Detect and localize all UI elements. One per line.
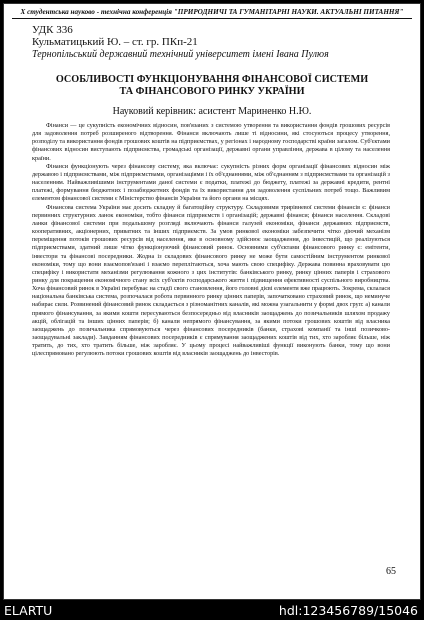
article-title-line-2: ТА ФІНАНСОВОГО РИНКУ УКРАЇНИ (119, 86, 305, 97)
paragraph-3: Фінансова система України має досить складну й багатоційну структуру. Складовими трирівневої системи фінансів є: фінанси первинних структурних ланок економіки, тобто фінанси підприємств і організацій; державні фінанси; фінанси населення. Складові ланки фінансової системи при подальшому розгляді включають фінанси галузей економіки, фінанси державних підприємств, кооперативних, акціонерних, приватних та інших підприємств. За умов ринкової економіки забезпечити чітко діючий механізм переміщення потоків грошових ресурсів від населення, яке в основному здійснює заощадження, до інвестицій, що реалізуються підприємствами, здатний лише чітко функціонуючий фінансовий ринок. Основними суб'єктами фінансового ринку є: емітенти, інвестори та фінансові посередники. Жодна із складових фінансового ринку не може бути самостійним інструментом ринкової економіки, тому що вони взаємопов'язані і взаємо переплітаються, хоча мають свою специфіку. Держава повинна враховувати цю специфіку і використати механізми регулювання кожного з цих інститутів: банківського ринку, ринку цінних паперів і страхового ринку для покращення економічного стану всіх суб'єктів господарського життя і підвищення ефективності суспільного виробництва. Хоча фінансовий ринок в Україні перебуває на стадії свого становлення, його головні дієві елементи вже працюють. Зокрема, склалася національна банківська система, розпочалася робота первинного ринку цінних паперів, започатковано страховий ринок, що неминуче набирає сили. Розвинений фінансовий ринок складається з різноманітних каналів, які можна узагальнити у формі двох груп: а) канали прямого фінансування, за якими кошти пересуваються безпосередньо від власників заощаджень до позичальників шляхом продажу акцій, облігацій та інших цінних паперів; б) канали непрямого фінансування, за якими потоки грошових коштів від власника заощаджень до позичальника спрямовуються через фінансових посередників (банки, страхові компанії та інші позичково-заощадувальні заклади). Завданням фінансових посередників є спрямування заощаджених коштів від тих, хто заробляє більше, ніж тратить, до тих, хто тратить більше, ніж заробляє. У цьому процесі найважливіші функції виконують банки, тому що вони цілеспрямовано регулюють потоки грошових коштів від власників заощаджень до інвесторів. (32, 203, 390, 358)
paragraph-2: Фінанси функціонують через фінансову систему, яка включає: сукупність різних форм організації фінансових відносин між державою і підприємствами, між підприємствами, організаціями і їх об'єднаннями, між об'єднанням з підприємствами та організацій з населенням. Найважливішими інструментами даної системи є податки, платежі до бюджету, платежі за державні кредити, рентні платежі, формування бюджетних і позабюджетних фондів та їх використання для задоволення суспільних потреб тощо. Важливим елементом фінансової системи є Міністерство фінансів України та його органи на місцях. (32, 162, 390, 203)
viewer-footer (0, 600, 424, 620)
article-title-line-1: ОСОБЛИВОСТІ ФУНКЦІОНУВАННЯ ФІНАНСОВОЇ СИСТЕМИ (55, 74, 369, 85)
affiliation: Тернопільський державний технічний університет імені Івана Пулюя (32, 49, 329, 60)
article-title (24, 74, 400, 98)
article-body (32, 122, 390, 359)
paragraph-1: Фінанси — це сукупність економічних відносин, пов'язаних з системою утворення та використання фондів грошових ресурсів для задоволення потреб розширеного відтворення. Фінанси включають лише ті відносини, які стосуються процесу утворення, розподілу та використання фондів грошових коштів на підприємствах, у регіонах і народному господарстві країни загалом. Суб'єктами фінансових відносин виступають підприємства, громадські організації, державні органи управління, держава в цілому та населення країни. (32, 122, 390, 162)
header-rule (12, 18, 412, 19)
author-line: Кульматицький Ю. – ст. гр. ПКп-21 (32, 36, 198, 48)
document-page (3, 3, 421, 600)
conference-header: X студентська науково - технічна конференція "ПРИРОДНИЧІ ТА ГУМАНІТАРНІ НАУКИ. АКТУАЛЬНІ ПИТАННЯ" (20, 8, 404, 16)
scientific-advisor: Науковий керівник: асистент Мариненко Н.Ю. (112, 106, 312, 117)
repository-label[interactable]: ELARTU (4, 603, 53, 618)
handle-link[interactable]: hdl:123456789/15046 (278, 603, 418, 618)
udk-code: УДК 336 (32, 24, 73, 36)
page-number: 65 (386, 566, 396, 577)
